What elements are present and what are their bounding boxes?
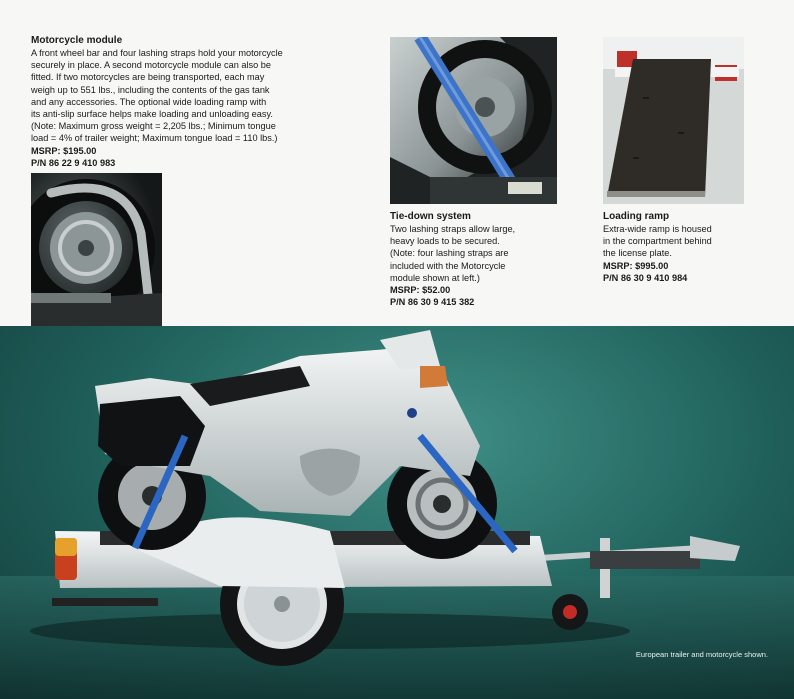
motorcycle-module-description: A front wheel bar and four lashing straps hold your motorcycle securely in place. A second motorcycle module can also be fitted. If two motorcycles are being transported, each may weigh up to 551 lbs., including the contents of the gas tank and any accessories. The optional wide loading ramp with its anti-slip surface helps make loading and unloading easy. (Note: Maximum gross weight = 2,205 lbs.; Minimum tongue load = 4% of trailer weight; Maximum tongue load = 110 lbs.) bbox=[31, 48, 283, 144]
motorcycle-module-title: Motorcycle module bbox=[31, 35, 123, 46]
tie-down-description: Two lashing straps allow large, heavy loads to be secured. (Note: four lashing straps are included with the Motorcycle module shown at left.) bbox=[390, 224, 516, 283]
loading-ramp-section bbox=[603, 210, 753, 284]
tie-down-section bbox=[390, 210, 560, 308]
motorcycle-module-section bbox=[31, 34, 331, 169]
loading-ramp-part-number: P/N 86 30 9 410 984 bbox=[603, 272, 688, 283]
motorcycle-module-photo bbox=[31, 173, 162, 326]
trailer-hero-photo bbox=[0, 326, 794, 699]
tie-down-msrp: MSRP: $52.00 bbox=[390, 285, 451, 296]
loading-ramp-msrp: MSRP: $995.00 bbox=[603, 260, 669, 271]
tie-down-title: Tie-down system bbox=[390, 211, 471, 222]
motorcycle-module-msrp: MSRP: $195.00 bbox=[31, 145, 97, 156]
loading-ramp-description: Extra-wide ramp is housed in the compartment behind the license plate. bbox=[603, 224, 712, 259]
hero-caption: European trailer and motorcycle shown. bbox=[635, 650, 768, 659]
motorcycle-module-part-number: P/N 86 22 9 410 983 bbox=[31, 157, 116, 168]
tie-down-photo bbox=[390, 37, 557, 204]
loading-ramp-title: Loading ramp bbox=[603, 211, 670, 222]
loading-ramp-photo bbox=[603, 37, 744, 204]
tie-down-part-number: P/N 86 30 9 415 382 bbox=[390, 297, 475, 308]
